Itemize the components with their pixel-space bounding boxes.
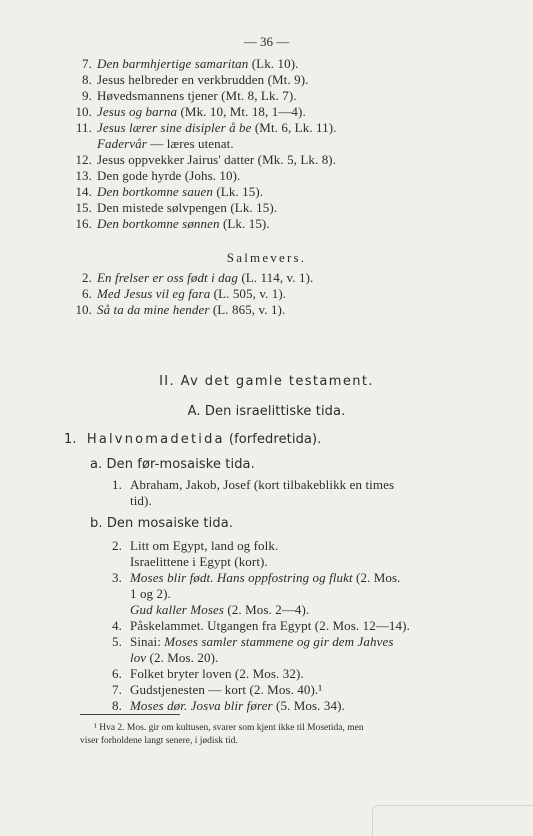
page-number-header: — 36 — [243,34,290,49]
subsection-heading: A. Den israelittiske tida. [187,404,346,419]
section-heading: II. Av det gamle testament. [159,374,374,389]
sub-heading-a: a. Den før-mosaiske tida. [90,457,255,472]
footnote-divider [80,714,180,715]
page-corner-mark [372,805,533,836]
period-heading: 1. Halvnomadetida (forfedretida). [64,432,322,447]
footnote-line: viser forholdene langt senere, i jødisk tid. [80,736,238,746]
sub-heading-b: b. Den mosaiske tida. [90,516,233,531]
footnote-line: ¹ Hva 2. Mos. gir om kultusen, svarer som kjent ikke til Mosetida, men [94,723,364,733]
document-page: — 36 — 7. Den barmhjertige samaritan (Lk. 10). 8. Jesus helbreder en verkbrudden (Mt. 9). 9. Høvedsmannens tjener (Mt. 8, Lk. 7). 10. Jesus og barna (Mk. 10, Mt. 18, 1—4). 11. Jesus lærer sine disipler å be (Mt. 6, Lk. 11). Fadervår — læres utenat. 12. Jesus oppvekker Jairus' datter (Mk. 5, Lk. 8). 13. Den gode hyrde (Johs. 10). 14. Den bortkomne sauen (Lk. 15). 15. Den mistede sølvpengen (Lk. 15). 16. Den bortkomne sønnen (Lk. 15). Salmevers. 2. En frelser er oss født i dag (L. 114, v. 1). 6. Med Jesus vil eg fara (L. 505, v. 1). 10. Så ta da mine hender (L. 865, v. 1). II. Av det gamle testament. A. Den israelittiske tida. 1. Halvnomadetida (forfedretida). a. Den før-mosaiske tida. 1. Abraham, Jakob, Josef (kort tilbakeblikk en times tid). b. Den mosaiske tida. 2. Litt om Egypt, land og folk. Israelittene i Egypt (kort). 3. Moses blir født. Hans oppfostring og flukt (2. Mos. 1 og 2). Gud kaller Moses (2. Mos. 2—4). 4. Påskelammet. Utgangen fra Egypt (2. Mos. 12—14). 5. Sinai: Moses samler stammene og gir dem Jahves lov (2. Mos. 20). 6. Folket bryter loven (2. Mos. 32). 7. Gudstjenesten — kort (2. Mos. 40).¹ 8. Moses dør. Josva blir fører (5. Mos. 34). ¹ Hva 2. Mos. gir om kultusen, svarer som kjent ikke til Mosetida, men viser forholdene langt senere, i jødisk tid. [0,0,533,836]
salmevers-heading: Salmevers. [226,250,307,265]
